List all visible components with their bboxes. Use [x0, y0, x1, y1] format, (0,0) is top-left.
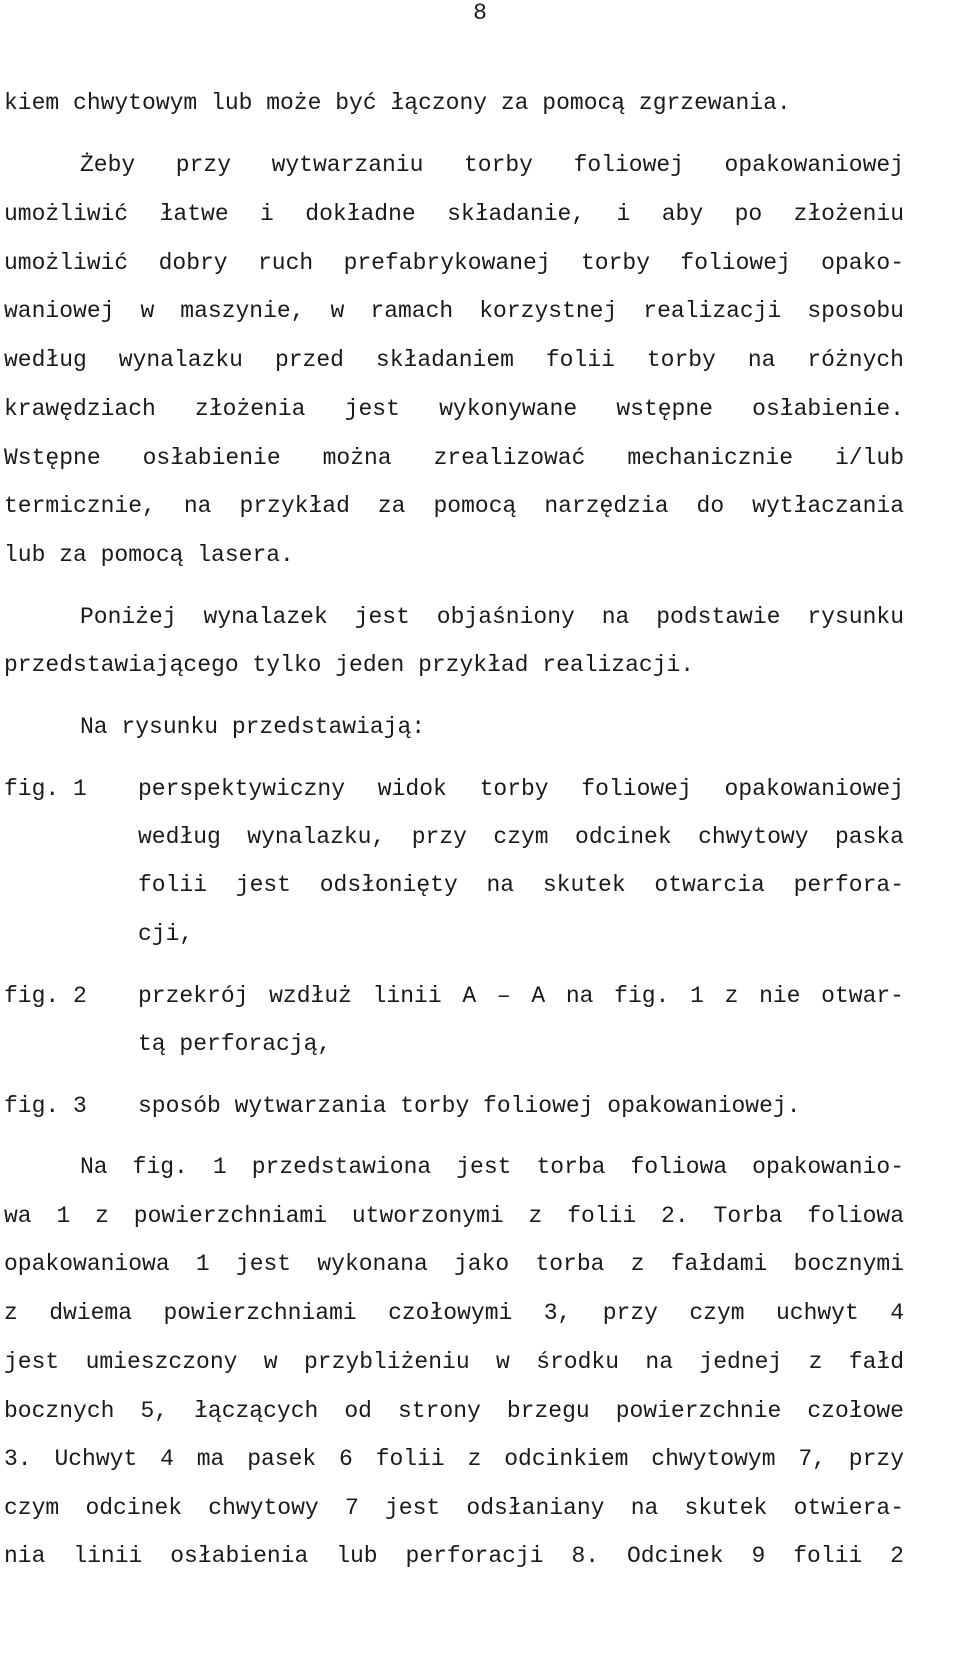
text-line: czym odcinek chwytowy 7 jest odsłaniany na skutek otwiera-	[4, 1495, 904, 1521]
figure-text-line: folii jest odsłonięty na skutek otwarcia perfora-	[138, 872, 904, 898]
text-line: waniowej w maszynie, w ramach korzystnej realizacji sposobu	[4, 298, 904, 324]
figure-label: fig. 2	[4, 983, 87, 1009]
page-number: 8	[473, 0, 487, 26]
figure-text-line: sposób wytwarzania torby foliowej opakowaniowej.	[138, 1093, 801, 1119]
figure-label: fig. 1	[4, 776, 87, 802]
text-line: nia linii osłabienia lub perforacji 8. Odcinek 9 folii 2	[4, 1543, 904, 1569]
text-line: 3. Uchwyt 4 ma pasek 6 folii z odcinkiem chwytowym 7, przy	[4, 1446, 904, 1472]
text-line: krawędziach złożenia jest wykonywane wstępne osłabienie.	[4, 396, 904, 422]
text-line: według wynalazku przed składaniem folii torby na różnych	[4, 347, 904, 373]
text-line: Wstępne osłabienie można zrealizować mechanicznie i/lub	[4, 445, 904, 471]
text-line: opakowaniowa 1 jest wykonana jako torba z fałdami bocznymi	[4, 1251, 904, 1277]
figure-label: fig. 3	[4, 1093, 87, 1119]
text-line: przedstawiającego tylko jeden przykład realizacji.	[4, 652, 695, 678]
figure-text-line: tą perforacją,	[138, 1031, 332, 1057]
text-line: z dwiema powierzchniami czołowymi 3, przy czym uchwyt 4	[4, 1300, 904, 1326]
text-line: umożliwić łatwe i dokładne składanie, i aby po złożeniu	[4, 201, 904, 227]
figure-text-line: według wynalazku, przy czym odcinek chwytowy paska	[138, 824, 904, 850]
text-line: wa 1 z powierzchniami utworzonymi z folii 2. Torba foliowa	[4, 1203, 904, 1229]
text-line: Na fig. 1 przedstawiona jest torba foliowa opakowanio-	[80, 1154, 904, 1180]
text-line: umożliwić dobry ruch prefabrykowanej torby foliowej opako-	[4, 250, 904, 276]
figure-text-line: perspektywiczny widok torby foliowej opakowaniowej	[138, 776, 904, 802]
text-line: bocznych 5, łączących od strony brzegu powierzchnie czołowe	[4, 1398, 904, 1424]
figures-intro: Na rysunku przedstawiają:	[80, 714, 426, 740]
text-line: lub za pomocą lasera.	[4, 542, 294, 568]
text-line: Żeby przy wytwarzaniu torby foliowej opakowaniowej	[80, 152, 904, 178]
text-line: termicznie, na przykład za pomocą narzędzia do wytłaczania	[4, 493, 904, 519]
figure-text-line: przekrój wzdłuż linii A – A na fig. 1 z nie otwar-	[138, 983, 904, 1009]
text-line: jest umieszczony w przybliżeniu w środku na jednej z fałd	[4, 1349, 904, 1375]
text-line: kiem chwytowym lub może być łączony za pomocą zgrzewania.	[4, 90, 791, 116]
figure-text-line: cji,	[138, 921, 194, 947]
text-line: Poniżej wynalazek jest objaśniony na podstawie rysunku	[80, 604, 904, 630]
